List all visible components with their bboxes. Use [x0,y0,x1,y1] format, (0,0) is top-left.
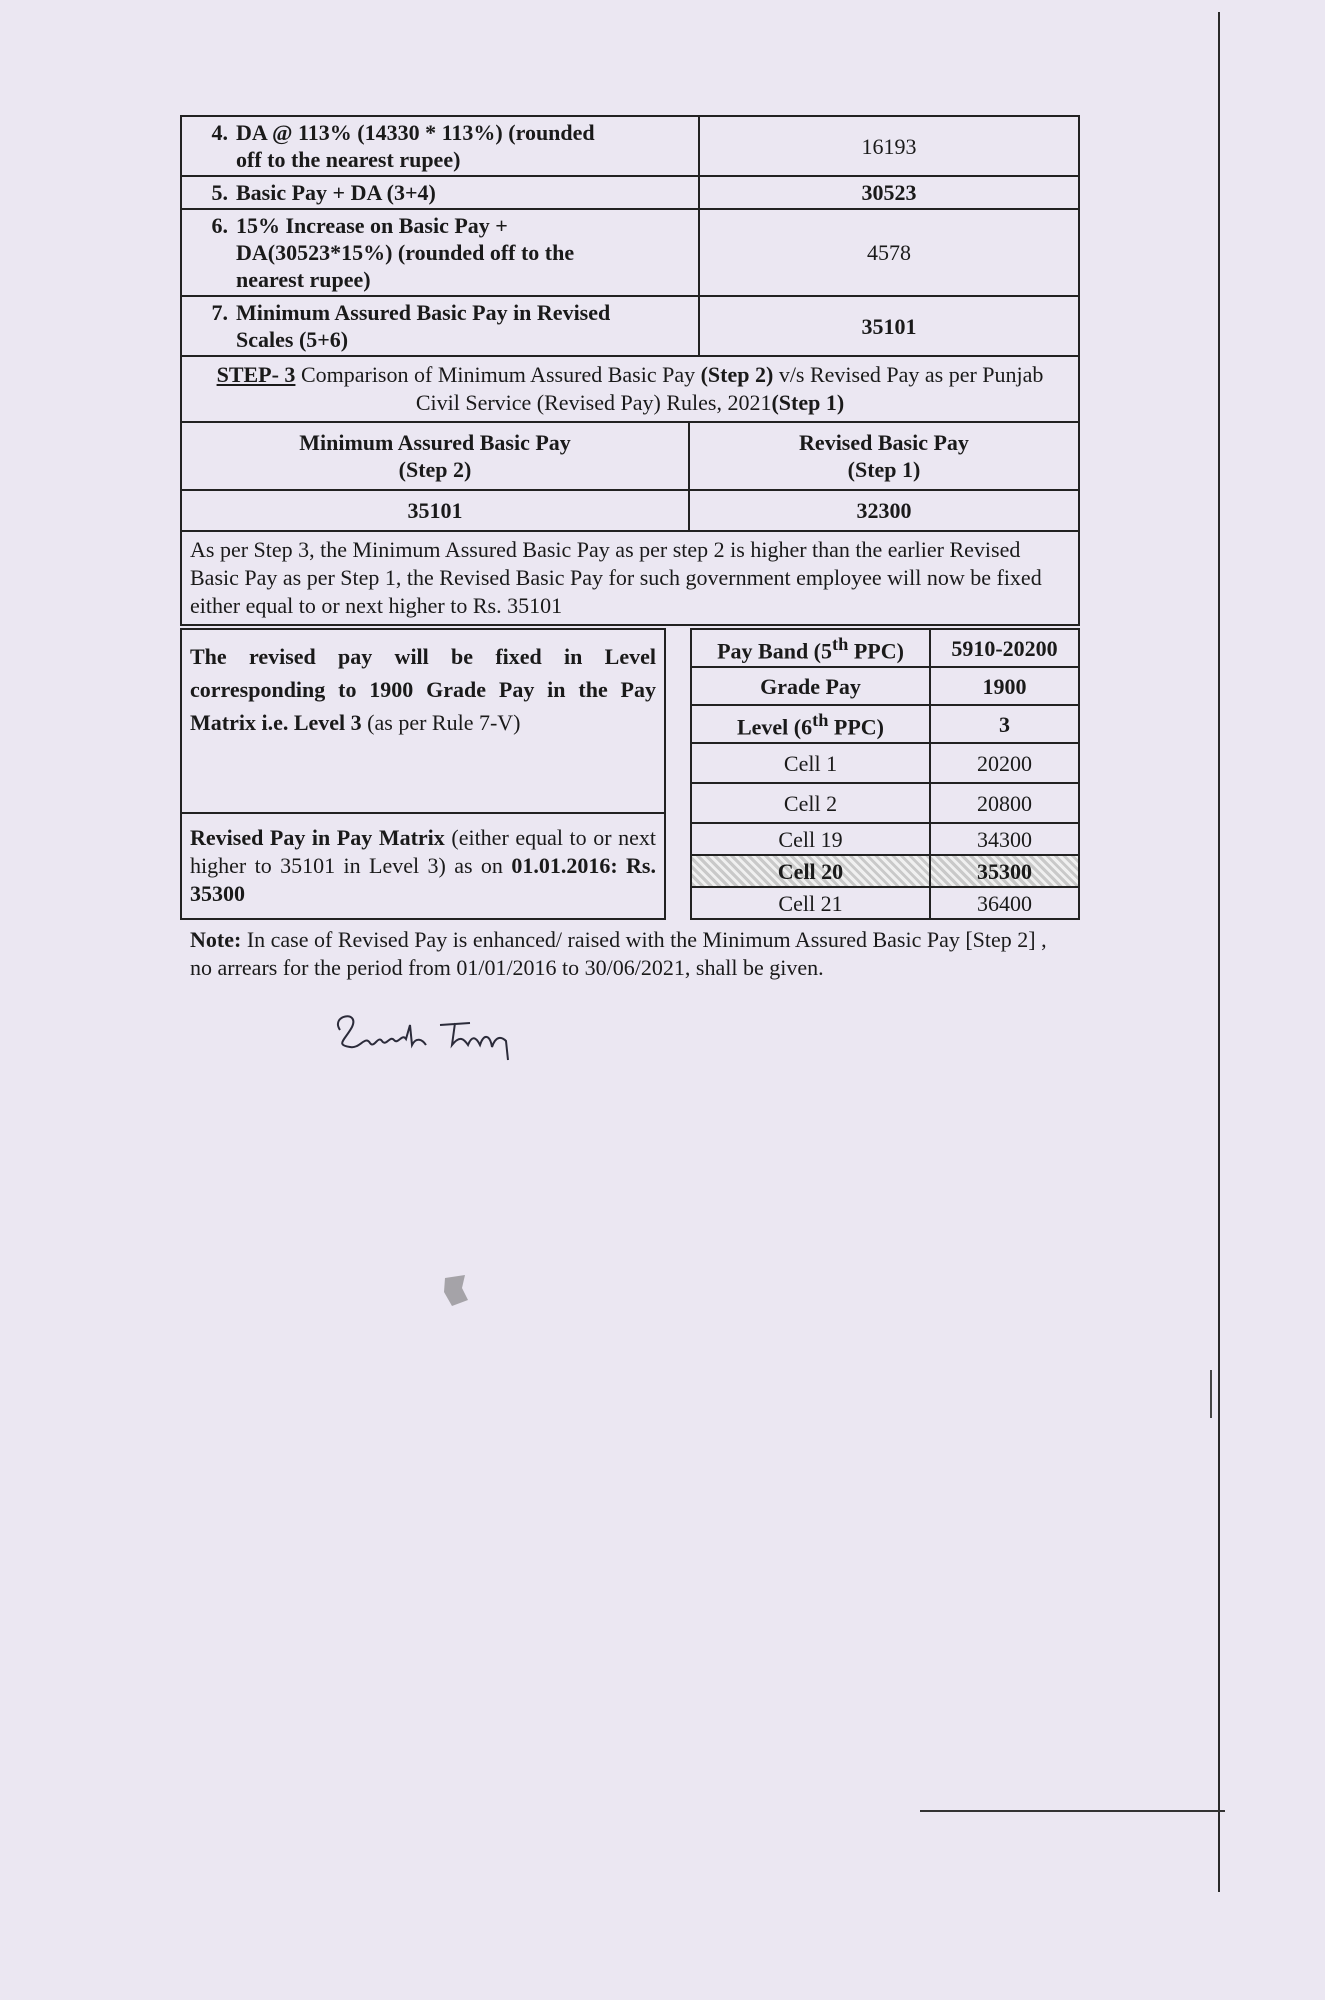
row-number: 5. [211,180,228,205]
table-row [181,296,1079,356]
page-edge [1218,12,1220,1892]
row-value: 4578 [699,209,1079,296]
table-row: Grade Pay 1900 [691,667,1079,705]
handwritten-signature [330,1005,530,1065]
row-number: 7. [211,300,228,325]
table-row [181,209,1079,296]
row-label-cont: nearest rupee) [236,267,371,292]
table-row [181,176,1079,209]
fixation-section [180,628,1080,920]
table-row-highlighted: Cell 20 35300 [691,855,1079,887]
row-number: 6. [211,213,228,238]
row-number: 4. [211,120,228,145]
revised-pay-text: Revised Pay in Pay Matrix (either equal to or next higher to 35101 in Level 3) as on 01.01.2016: Rs. 35300 [182,812,664,918]
row-label: Minimum Assured Basic Pay in Revised [236,300,611,325]
fixation-text-box [180,628,666,920]
row-value: 35101 [699,296,1079,356]
table-row [181,116,1079,176]
fixation-text: The revised pay will be fixed in Level corresponding to 1900 Grade Pay in the Pay Matrix i.e. Level 3 (as per Rule 7-V) [190,644,656,735]
pay-matrix-table [690,628,1080,920]
comparison-col-1: Minimum Assured Basic Pay (Step 2) [181,422,689,490]
step2-table [180,115,1080,357]
row-label-cont: DA(30523*15%) (rounded off to the [236,240,575,265]
ink-mark-icon [440,1270,470,1310]
row-label: 15% Increase on Basic Pay + [236,213,508,238]
table-row [181,490,1079,531]
margin-tick [1210,1370,1212,1418]
step3-paragraph: As per Step 3, the Minimum Assured Basic Pay as per step 2 is higher than the earlier Revised Basic Pay as per Step 1, the Revised Basic Pay for such government employee will now be fixed either equal to or next higher to Rs. 35101 [180,532,1080,626]
step3-label: STEP- 3 [216,362,296,387]
table-row: Level (6th PPC) 3 [691,705,1079,743]
table-row: Pay Band (5th PPC) 5910-20200 [691,629,1079,667]
comparison-value-2: 32300 [689,490,1079,531]
row-value: 16193 [699,116,1079,176]
row-label: DA @ 113% (14330 * 113%) (rounded [236,120,595,145]
row-label-cont: Scales (5+6) [236,327,349,352]
comparison-table [180,421,1080,532]
comparison-value-1: 35101 [181,490,689,531]
pay-band-value: 5910-20200 [930,629,1079,667]
table-row: Cell 21 36400 [691,887,1079,919]
table-row: Cell 1 20200 [691,743,1079,783]
row-label: Basic Pay + DA (3+4) [236,180,436,205]
table-row [181,422,1079,490]
note: Note: In case of Revised Pay is enhanced/ raised with the Minimum Assured Basic Pay [Step 2] , no arrears for the period from 01/01/2016 to 30/06/2021, shall be given. [190,927,1047,980]
row-label-cont: off to the nearest rupee) [236,147,461,172]
table-row: Cell 19 34300 [691,823,1079,855]
step3-heading: STEP- 3 Comparison of Minimum Assured Basic Pay (Step 2) v/s Revised Pay as per Punjab Civil Service (Revised Pay) Rules, 2021(Step 1) [180,357,1080,421]
bottom-rule [920,1810,1225,1812]
grade-pay-value: 1900 [930,667,1079,705]
level-value: 3 [930,705,1079,743]
row-value: 30523 [699,176,1079,209]
document-body [180,115,1080,988]
table-row: Cell 2 20800 [691,783,1079,823]
comparison-col-2: Revised Basic Pay (Step 1) [689,422,1079,490]
